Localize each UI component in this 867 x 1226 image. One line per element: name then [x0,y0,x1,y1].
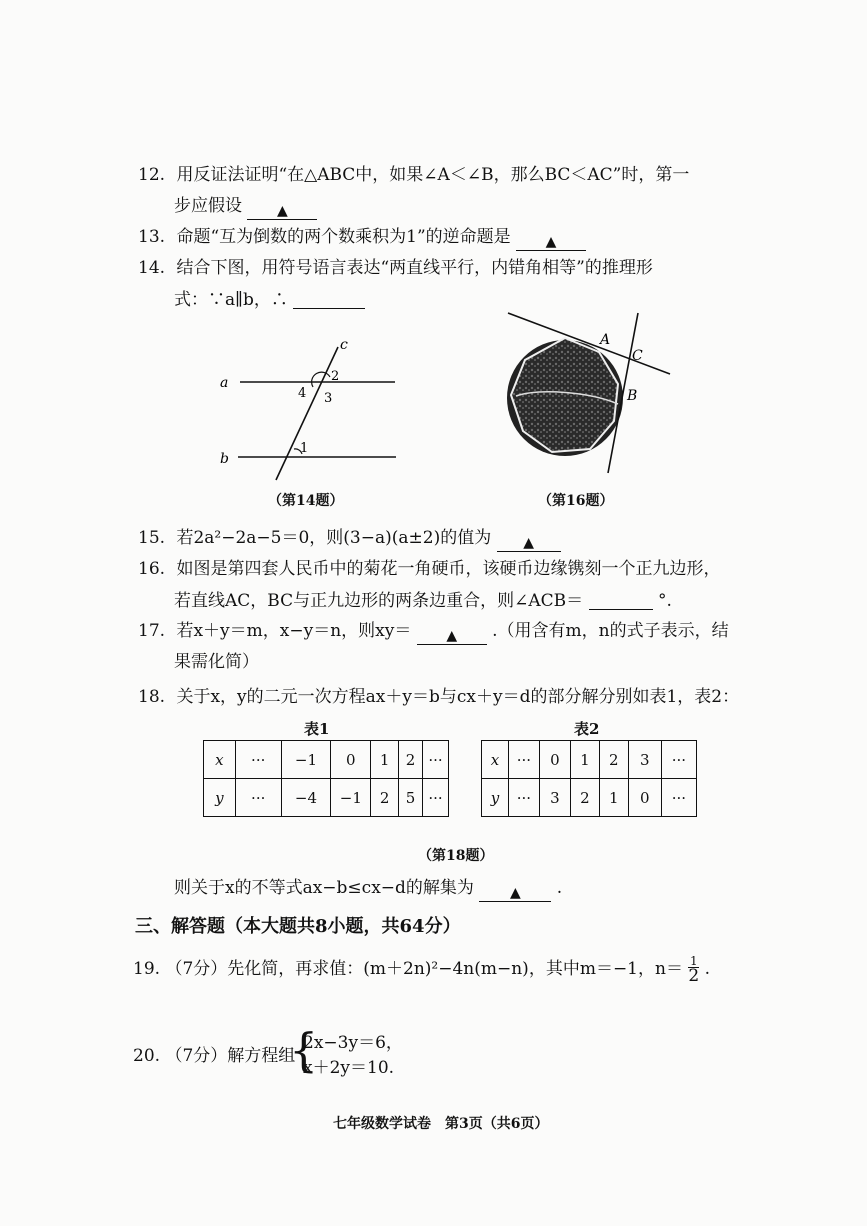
table-1 [203,740,449,817]
table-2-title: 表2 [574,720,600,738]
question-16-line2 [174,587,672,614]
table-cell: −4 [281,779,331,817]
table-row [482,779,697,817]
question-20 [133,1043,295,1069]
table-cell: ··· [508,779,539,817]
table-cell: ··· [423,779,449,817]
question-12-line2 [174,193,317,220]
question-number: 19. [133,959,161,979]
table-cell: 2 [399,741,423,779]
figure-14 [210,335,410,485]
question-text: °. [657,591,672,611]
question-14 [138,255,653,281]
answer-blank[interactable] [247,197,317,220]
table-cell: 3 [539,779,570,817]
question-text: （7分）解方程组 [165,1046,296,1066]
table-cell: y [204,779,236,817]
question-text: . [556,878,563,898]
question-18-followup [174,875,562,902]
question-text: 则关于x的不等式ax−b≤cx−d的解集为 [174,878,474,898]
table-cell: 0 [628,779,661,817]
question-number: 12. [138,165,166,185]
equation-2: x＋2y＝10. [303,1058,395,1078]
table-cell: −1 [281,741,331,779]
table-1-title: 表1 [304,720,330,738]
question-number: 16. [138,559,166,579]
question-17-line2 [174,649,259,675]
point-label-A: A [600,332,611,348]
question-16 [138,556,720,582]
point-label-C: C [632,348,643,364]
table-cell: 2 [570,779,599,817]
table-cell: y [482,779,509,817]
table-cell: x [204,741,236,779]
fraction [688,955,699,984]
triangle-marker: ▲ [545,234,557,250]
figure-16-caption: （第16题） [538,493,614,509]
question-text: 用反证法证明“在△ABC中，如果∠A＜∠B，那么BC＜AC”时，第一 [176,165,690,185]
line-label-a: a [220,375,229,391]
line-label-c: c [340,337,348,353]
question-15 [138,525,561,552]
question-14-line2 [174,286,365,313]
question-17 [138,618,729,645]
table-cell: 2 [371,779,399,817]
section-heading: 三、解答题（本大题共8小题，共64分） [135,916,461,937]
table-cell: 0 [331,741,371,779]
triangle-marker: ▲ [277,203,288,219]
question-text: （7分）先化简，再求值：(m＋2n)²−4n(m−n)，其中m＝−1，n＝ [165,959,683,979]
line-label-b: b [220,451,229,467]
table-cell: ··· [423,741,449,779]
triangle-marker: ▲ [446,628,458,644]
table-cell: ··· [235,779,281,817]
question-text: 关于x，y的二元一次方程ax＋y＝b与cx＋y＝d的部分解分别如表1，表2： [176,687,740,707]
question-text: 结合下图，用符号语言表达“两直线平行，内错角相等”的推理形 [176,258,653,278]
question-text: 果需化简） [174,652,259,672]
question-text: 如图是第四套人民币中的菊花一角硬币，该硬币边缘镌刻一个正九边形， [176,559,721,579]
question-number: 17. [138,621,166,641]
question-number: 13. [138,227,166,247]
triangle-marker: ▲ [523,535,535,551]
answer-blank[interactable] [479,879,551,902]
angle-label-1: 1 [300,441,309,456]
page-footer: 七年级数学试卷 第3页（共6页） [333,1116,549,1132]
question-text: 若2a²−2a−5＝0，则(3−a)(a±2)的值为 [176,528,492,548]
system-brace: { [289,1023,319,1077]
table-cell: 1 [599,779,628,817]
figure-16 [500,308,680,478]
table-2 [481,740,697,817]
question-text: .（用含有m，n的式子表示，结 [492,621,729,641]
question-13 [138,224,586,251]
question-19 [133,955,710,984]
question-number: 14. [138,258,166,278]
angle-label-3: 3 [324,391,333,406]
table-cell: ··· [661,779,696,817]
table-cell: −1 [331,779,371,817]
fraction-numerator: 1 [689,954,698,968]
question-12 [138,162,689,188]
question-18 [138,684,739,710]
fraction-denominator: 2 [688,966,700,986]
table-cell: 3 [628,741,661,779]
equation-1: 2x−3y＝6， [303,1033,403,1053]
table-cell: 2 [599,741,628,779]
table-cell: 1 [371,741,399,779]
point-label-B: B [627,388,638,404]
question-text: 步应假设 [174,196,242,216]
angle-label-4: 4 [298,386,307,401]
table-row [482,741,697,779]
table-row [204,779,449,817]
triangle-marker: ▲ [509,885,521,901]
answer-blank[interactable] [589,587,653,610]
table-cell: 0 [539,741,570,779]
answer-blank[interactable] [293,286,365,309]
table-cell: x [482,741,509,779]
angle-label-2: 2 [331,369,340,384]
table-cell: ··· [508,741,539,779]
question-text: 若x＋y＝m，x−y＝n，则xy＝ [176,621,412,641]
question-number: 15. [138,528,166,548]
table-cell: ··· [661,741,696,779]
table-cell: ··· [235,741,281,779]
question-text: 命题“互为倒数的两个数乘积为1”的逆命题是 [176,227,511,247]
table-cell: 1 [570,741,599,779]
figure-18-caption: （第18题） [418,848,494,864]
table-row [204,741,449,779]
question-text: . [704,959,710,979]
table-cell: 5 [399,779,423,817]
question-text: 式：∵a∥b，∴ [174,290,288,310]
answer-blank[interactable] [417,622,487,645]
question-number: 20. [133,1046,161,1066]
answer-blank[interactable] [516,228,586,251]
answer-blank[interactable] [497,529,561,552]
question-number: 18. [138,687,166,707]
question-text: 若直线AC，BC与正九边形的两条边重合，则∠ACB＝ [174,591,584,611]
figure-14-caption: （第14题） [268,493,344,509]
